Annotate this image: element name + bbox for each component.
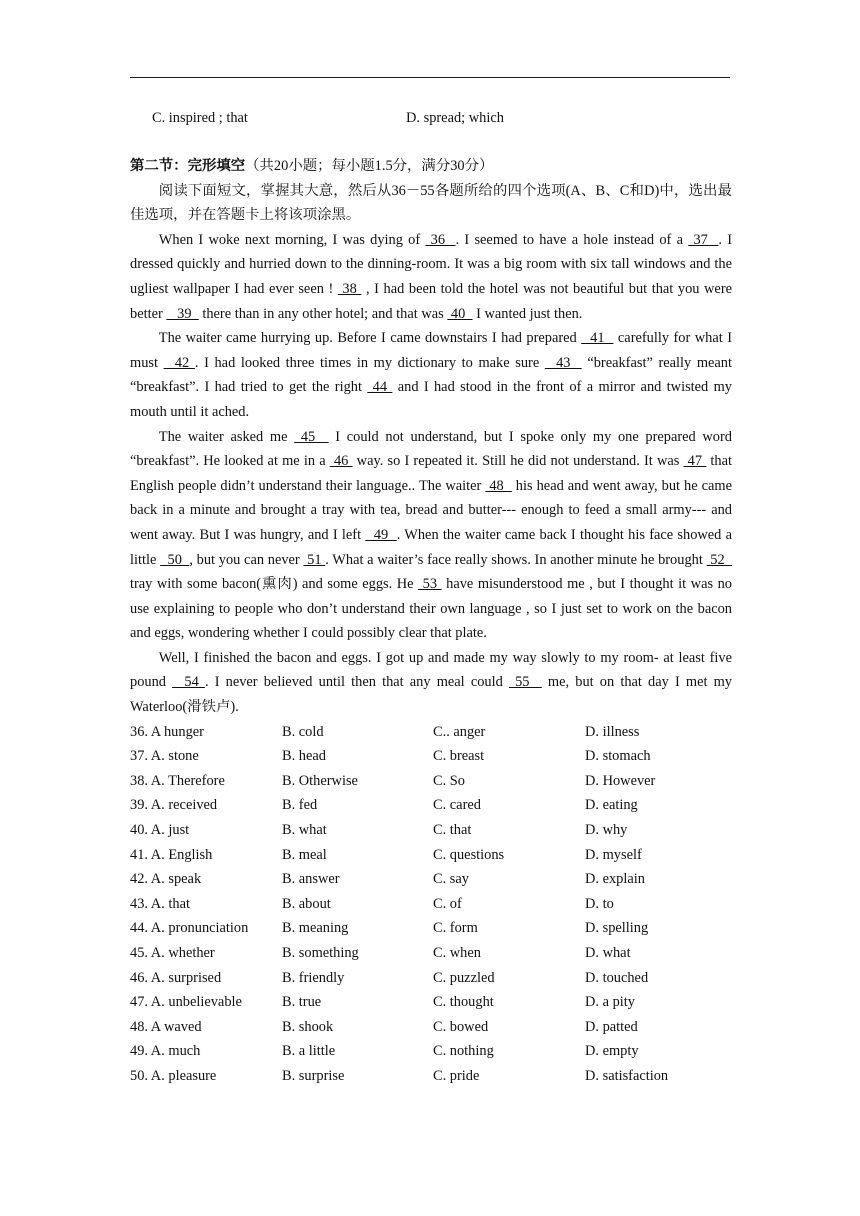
passage [130,228,732,720]
question-option: B. cold [282,723,324,740]
blank-number: 48 [485,477,512,494]
passage-text: way. so I repeated it. Still he did not understand. It was [352,453,684,470]
blank-number: 54 [172,674,205,691]
question-option-a: 41. A. English [130,846,213,863]
question-option-a: 37. A. stone [130,748,199,765]
blank-number: 47 [683,453,707,470]
question-option: D. to [585,895,614,912]
blank-number: 55 [508,674,542,691]
question-option: D. eating [585,797,638,814]
question-option: B. Otherwise [282,772,358,789]
question-option: C. form [433,920,478,937]
passage-paragraph [130,326,732,424]
question-option: D. a pity [585,994,635,1011]
passage-text: carefully for what I must [130,330,732,371]
passage-text: . What a waiter’s face really shows. In another minute he brought [325,551,707,568]
question-option: B. shook [282,1018,334,1035]
question-option-a: 46. A. surprised [130,969,222,986]
question-option: D. empty [585,1043,639,1060]
question-option-a: 42. A. speak [130,871,202,888]
blank-number: 41 [581,330,614,347]
question-option: C. nothing [433,1043,494,1060]
passage-text: , I had been told the hotel was not beautiful but that you were better [130,280,733,322]
question-option-a: 36. A hunger [130,723,204,740]
question-option: B. meaning [282,920,349,937]
question-row [130,818,668,843]
question-row [130,793,668,818]
exam-page [130,106,732,1089]
blank-number: 36 [425,231,456,248]
question-option: C. that [433,822,472,839]
question-option: C.. anger [433,723,486,740]
blank-number: 42 [163,354,195,371]
question-option: C. So [433,772,465,789]
passage-text: The waiter came hurrying up. Before I came downstairs I had prepared [158,330,582,347]
question-option: C. when [433,945,481,961]
question-option: C. cared [433,797,481,814]
question-option: D. explain [585,871,645,888]
passage-text: . I seemed to have a hole instead of a [455,231,689,248]
passage-text: I could not understand, but I spoke only my one prepared word “breakfast”. He looked at me in a [130,428,732,470]
blank-number: 38 [337,280,362,297]
passage-text: I wanted just then. [472,305,583,322]
passage-text: tray with some bacon(熏肉) and some eggs. He [130,576,419,593]
question-option: B. surprise [282,1067,345,1084]
passage-text: “breakfast” really meant “breakfast”. I had tried to get the right [130,354,732,396]
question-row [130,1039,668,1064]
passage-text: his head and went away, but he came back in a minute and brought a tray with tea, bread and butter--- enough to feed a small army--- and went away. But I was hungry, and I left [130,477,732,543]
previous-question-options [130,106,732,130]
passage-text: . When the waiter came back I thought his face showed a little [130,526,732,568]
question-option: D. myself [585,846,642,863]
question-row [130,769,668,794]
section-instruction: 阅读下面短文，掌握其大意，然后从36－55各题所给的四个选项(A、B、C和D)中，选出最佳选项，并在答题卡上将该项涂黑。 [130,182,732,224]
question-option-a: 44. A. pronunciation [130,920,249,937]
question-option: B. meal [282,846,327,863]
question-row [130,1064,668,1089]
question-option-a: 47. A. unbelievable [130,994,242,1011]
question-option: B. something [282,945,359,961]
blank-number: 50 [160,551,190,568]
passage-text: When I woke next morning, I was dying of [158,231,426,248]
question-option: C. say [433,871,469,888]
question-option: D. what [585,945,631,961]
question-option: D. satisfaction [585,1067,669,1084]
passage-paragraph [130,425,732,646]
section-heading [130,154,732,179]
question-option-a: 39. A. received [130,797,218,814]
question-option-a: 45. A. whether [130,945,215,961]
passage-paragraph [130,646,732,720]
question-option: B. a little [282,1043,336,1060]
question-row [130,916,668,941]
passage-text: . I had looked three times in my dictionary to make sure [194,354,545,371]
question-option-a: 40. A. just [130,822,190,839]
question-row [130,1015,668,1040]
question-option: C. breast [433,748,485,765]
question-option: C. pride [433,1067,480,1084]
blank-number: 39 [166,305,199,322]
question-row [130,941,668,966]
question-option: D. illness [585,723,640,740]
question-option: D. spelling [585,920,649,937]
question-option: D. touched [585,969,649,986]
header-rule [130,77,730,78]
question-option: C. of [433,895,462,912]
blank-number: 51 [303,551,326,568]
passage-text: and I had stood in the front of a mirror and twisted my mouth until it ached. [130,379,732,420]
question-option: D. patted [585,1018,638,1035]
question-option: B. what [282,822,327,839]
passage-text: that English people didn’t understand their language.. The waiter [130,453,732,494]
question-row [130,892,668,917]
blank-number: 40 [447,305,473,322]
question-option-a: 48. A waved [130,1018,202,1035]
question-option: C. bowed [433,1018,489,1035]
choices-table [130,720,668,1089]
question-option: B. friendly [282,969,345,986]
passage-text: . I never believed until then that any meal could [204,674,509,691]
passage-text: there than in any other hotel; and that was [198,305,448,322]
question-row [130,867,668,892]
question-option: C. puzzled [433,969,495,986]
passage-text: have misunderstood me , but I thought it was no use explaining to people who don’t understand their own language , so I just set to work on the bacon and eggs, wondering whether I could possibly clear that plate. [130,576,732,642]
passage-text: . I dressed quickly and hurried down to the dinning-room. It was a big room with six tall windows and the ugliest wallpaper I had ever seen ! [130,231,733,297]
question-row [130,990,668,1015]
question-option-a: 38. A. Therefore [130,772,225,789]
question-option-a: 50. A. pleasure [130,1067,217,1084]
section-title: 第二节：完形填空 [130,158,246,174]
passage-text: me, but on that day I met my Waterloo(滑铁卢). [130,674,733,716]
question-option: C. thought [433,994,494,1011]
question-row [130,966,668,991]
question-option: B. about [282,895,331,912]
question-option: B. true [282,994,322,1011]
question-row [130,720,668,745]
option-d: D. spread; which [406,110,504,126]
question-option-a: 43. A. that [130,895,190,912]
blank-number: 46 [329,453,353,470]
question-option: D. why [585,822,628,839]
blank-number: 53 [418,576,442,593]
question-row [130,843,668,868]
passage-text: The waiter asked me [158,428,295,445]
question-option: C. questions [433,846,505,863]
question-option: D. stomach [585,748,651,765]
section-meta: （共20小题；每小题1.5分，满分30分） [245,158,494,174]
blank-number: 52 [706,551,732,568]
option-c: C. inspired ; that [152,110,248,126]
question-option-a: 49. A. much [130,1043,201,1060]
blank-number: 44 [367,379,393,396]
passage-text: Well, I finished the bacon and eggs. I got up and made my way slowly to my room- at least five pound [130,649,732,691]
question-option: B. head [282,748,326,765]
question-row [130,744,668,769]
blank-number: 49 [365,526,397,543]
blank-number: 37 [688,231,719,248]
blank-number: 43 [544,354,582,371]
passage-paragraph [130,228,732,326]
passage-text: , but you can never [189,551,304,568]
question-option: B. answer [282,871,340,888]
question-option: B. fed [282,797,318,814]
question-option: D. However [585,772,656,789]
blank-number: 45 [294,428,329,445]
